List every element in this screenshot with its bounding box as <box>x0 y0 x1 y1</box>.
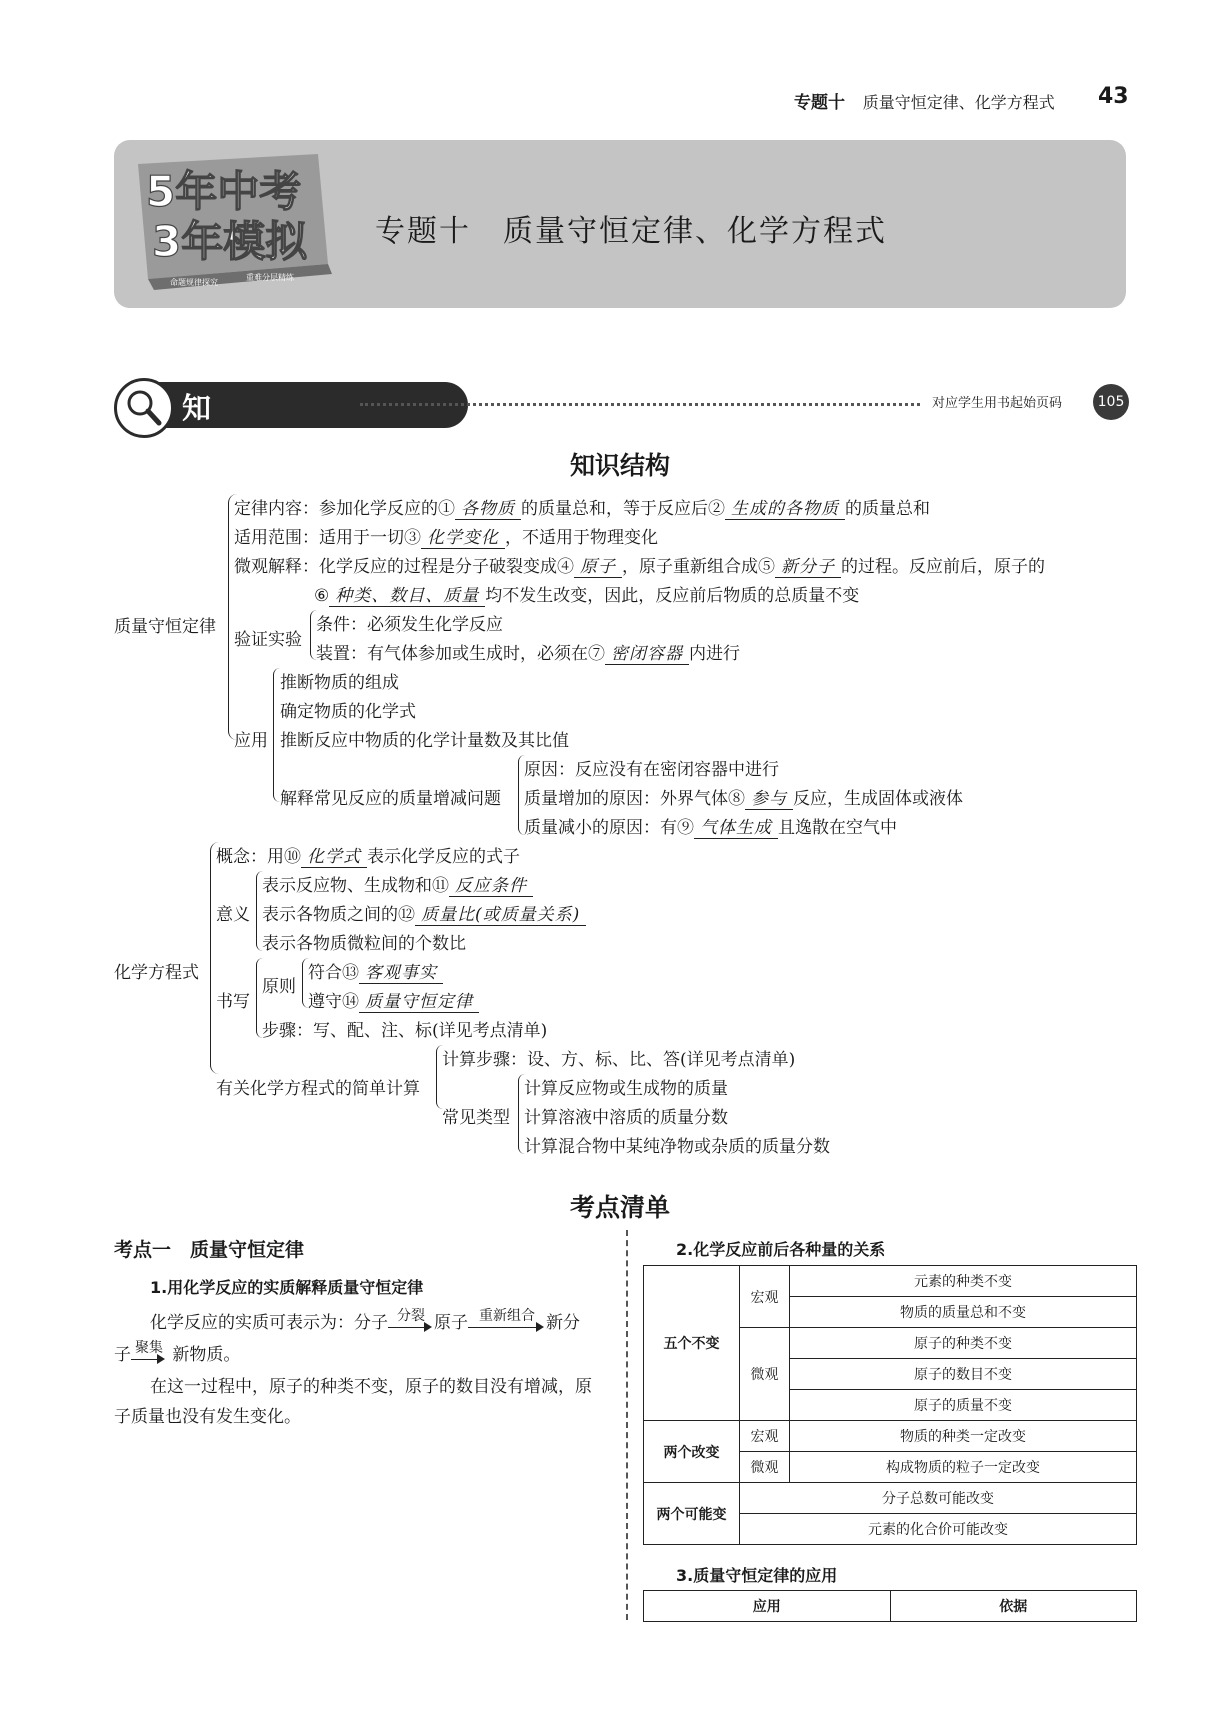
tree-line: 计算步骤：设、方、标、比、答(详见考点清单) <box>442 1050 796 1070</box>
kaodian-1-sub1: 1.用化学反应的实质解释质量守恒定律 <box>150 1278 424 1297</box>
table-cell: 分子总数可能改变 <box>740 1483 1137 1514</box>
tree-line: 推断反应中物质的化学计量数及其比值 <box>280 731 569 751</box>
table-cell: 宏观 <box>740 1266 790 1328</box>
application-table <box>643 1590 1137 1622</box>
table-cell: 两个改变 <box>644 1421 740 1483</box>
logo-line2: 3年模拟 <box>152 217 308 266</box>
table-header: 应用 <box>644 1591 891 1622</box>
tree-node-meaning: 意义 <box>216 905 250 925</box>
tree-root-mass: 质量守恒定律 <box>114 617 216 637</box>
tree-line: 质量减小的原因：有⑨ 气体生成 且逸散在空气中 <box>524 813 897 839</box>
tree-line: 概念：用⑩ 化学式 表示化学反应的式子 <box>216 842 520 868</box>
brace <box>273 668 280 802</box>
table-cell: 元素的化合价可能改变 <box>740 1514 1137 1545</box>
tree-line: 遵守⑭ 质量守恒定律 <box>308 987 479 1013</box>
tree-line: 步骤：写、配、注、标(详见考点清单) <box>262 1021 548 1041</box>
tree-line: 确定物质的化学式 <box>280 702 416 722</box>
tree-line: 解释常见反应的质量增减问题 <box>280 789 501 809</box>
brace <box>210 842 219 1074</box>
tree-line: 表示反应物、生成物和⑪ 反应条件 <box>262 871 533 897</box>
tree-line: 计算混合物中某纯净物或杂质的质量分数 <box>524 1137 830 1157</box>
arrow-icon: 分裂 <box>388 1315 434 1333</box>
section-label: 知识清单 <box>182 391 218 548</box>
table-cell: 元素的种类不变 <box>790 1266 1137 1297</box>
table-cell: 宏观 <box>740 1421 790 1452</box>
table-cell: 物质的质量总和不变 <box>790 1297 1137 1328</box>
table-cell: 物质的种类一定改变 <box>790 1421 1137 1452</box>
tree-line: 符合⑬ 客观事实 <box>308 958 443 984</box>
tree-line: 计算反应物或生成物的质量 <box>524 1079 728 1099</box>
tree-line: 装置：有气体参加或生成时，必须在⑦ 密闭容器 内进行 <box>316 639 740 665</box>
kaodian-heading: 考点清单 <box>570 1193 671 1222</box>
arrow-icon: 聚集 <box>131 1347 167 1365</box>
logo-tag1: 命题规律探究 <box>170 278 218 287</box>
tree-line: 原因：反应没有在密闭容器中进行 <box>524 760 779 780</box>
paragraph: 化学反应的实质可表示为：分子 分裂 原子 重新组合 新分 <box>150 1307 580 1333</box>
kaodian-1-sub2: 2.化学反应前后各种量的关系 <box>676 1240 886 1259</box>
tree-line: 计算溶液中溶质的质量分数 <box>524 1108 728 1128</box>
magnifier-icon <box>114 378 174 438</box>
logo-line1: 5年中考 <box>146 167 302 216</box>
table-cell: 原子的数目不变 <box>790 1359 1137 1390</box>
table-cell: 五个不变 <box>644 1266 740 1421</box>
table-cell: 原子的质量不变 <box>790 1390 1137 1421</box>
tree-line: 定律内容：参加化学反应的① 各物质 的质量总和，等于反应后② 生成的各物质 的质量总和 <box>234 494 930 520</box>
table-cell: 微观 <box>740 1328 790 1421</box>
tree-node-types: 常见类型 <box>442 1108 510 1128</box>
logo-tag2: 重难分层精练 <box>246 273 294 282</box>
running-head <box>794 88 1055 113</box>
start-page-note: 对应学生用书起始页码 <box>932 396 1063 411</box>
structure-heading: 知识结构 <box>570 451 671 480</box>
start-page-badge: 105 <box>1093 384 1129 420</box>
tree-line: 表示各物质微粒间的个数比 <box>262 934 466 954</box>
table-header: 依据 <box>890 1591 1137 1622</box>
chapter-title: 专题十 质量守恒定律、化学方程式 <box>375 214 887 249</box>
paragraph: 子质量也没有发生变化。 <box>114 1407 301 1427</box>
running-head-title: 质量守恒定律、化学方程式 <box>862 93 1055 112</box>
tree-line: 质量增加的原因：外界气体⑧ 参与 反应，生成固体或液体 <box>524 784 963 810</box>
tree-line: 微观解释：化学反应的过程是分子破裂变成④ 原子 ，原子重新组合成⑤ 新分子 的过程。反应前后，原子的 <box>234 552 1045 578</box>
kaodian-1-title: 考点一 质量守恒定律 <box>114 1239 305 1261</box>
tree-line: 条件：必须发生化学反应 <box>316 615 503 635</box>
kaodian-1-sub3: 3.质量守恒定律的应用 <box>676 1566 838 1585</box>
tree-node-write: 书写 <box>216 992 250 1012</box>
paragraph: 在这一过程中，原子的种类不变，原子的数目没有增减，原 <box>150 1377 592 1397</box>
paragraph: 子 聚集 新物质。 <box>114 1339 241 1365</box>
table-cell: 微观 <box>740 1452 790 1483</box>
page-number: 43 <box>1098 84 1129 109</box>
table-cell: 原子的种类不变 <box>790 1328 1137 1359</box>
running-head-topic: 专题十 <box>794 93 845 113</box>
arrow-icon: 重新组合 <box>468 1315 546 1333</box>
tree-line: ⑥ 种类、数目、质量 均不发生改变，因此，反应前后物质的总质量不变 <box>314 581 859 607</box>
table-cell: 两个可能变 <box>644 1483 740 1545</box>
tree-node-verify: 验证实验 <box>234 630 302 650</box>
series-logo <box>118 144 338 294</box>
quantity-relation-table <box>643 1265 1137 1545</box>
tree-line: 适用范围：适用于一切③ 化学变化 ，不适用于物理变化 <box>234 523 658 549</box>
column-divider <box>626 1230 628 1620</box>
table-cell: 构成物质的粒子一定改变 <box>790 1452 1137 1483</box>
tree-node-calc: 有关化学方程式的简单计算 <box>216 1079 420 1099</box>
tree-line: 推断物质的组成 <box>280 673 399 693</box>
tree-node-principle: 原则 <box>262 977 296 997</box>
tree-root-equation: 化学方程式 <box>114 963 199 983</box>
tree-line: 表示各物质之间的⑫ 质量比(或质量关系) <box>262 900 586 926</box>
dotted-divider <box>360 403 920 406</box>
tree-node-apply: 应用 <box>234 731 268 751</box>
